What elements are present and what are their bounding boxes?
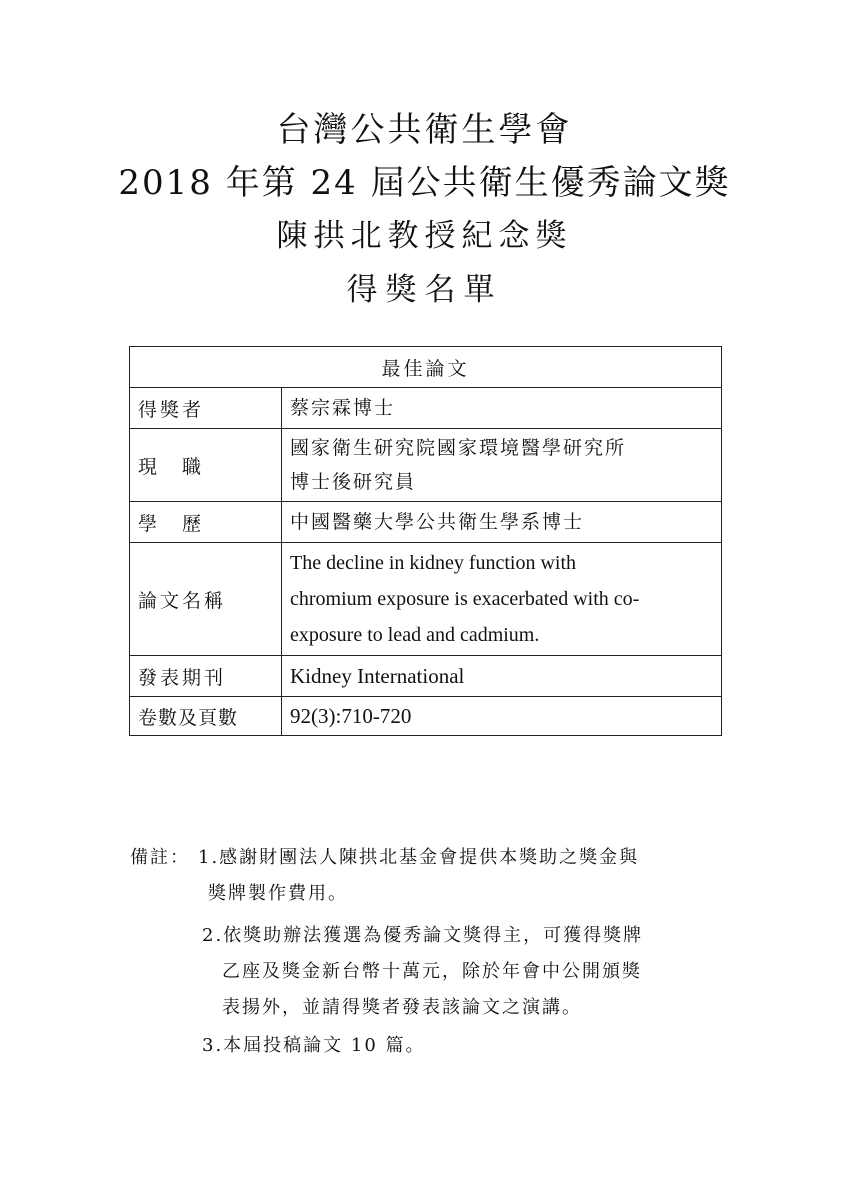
volume-pages-value: 92(3):710-720 [282,697,722,736]
notes-prefix: 備註： [130,847,190,868]
journal-value: Kidney International [282,656,722,697]
note-item-1-cont: 獎牌製作費用。 [208,883,348,904]
winner-label: 得獎者 [130,388,282,429]
position-value [282,429,722,502]
note-item-1: 1.感謝財團法人陳拱北基金會提供本獎助之獎金與 [198,847,640,868]
note-item-2-cont: 乙座及獎金新台幣十萬元，除於年會中公開頒獎 [222,961,642,982]
winners-list-title: 得獎名單 [346,272,503,308]
position-value-line: 博士後研究員 [290,471,417,493]
table-row [130,429,722,502]
position-value-line: 國家衛生研究院國家環境醫學研究所 [290,437,627,459]
paper-title-value [282,543,722,656]
table-row [130,656,722,697]
education-value: 中國醫藥大學公共衛生學系博士 [282,502,722,543]
note-item-2-cont: 表揚外，並請得獎者發表該論文之演講。 [222,997,582,1018]
position-label: 現 職 [130,429,282,502]
award-table [129,346,722,736]
paper-title-line: chromium exposure is exacerbated with co- [290,588,640,610]
table-row [130,697,722,736]
table-row [130,543,722,656]
award-year-title: 2018 年第 24 屆公共衛生優秀論文獎 [118,163,731,203]
note-item-2: 2.依獎助辦法獲選為優秀論文獎得主，可獲得獎牌 [202,925,644,946]
award-category: 最佳論文 [130,347,722,388]
paper-title-line: The decline in kidney function with [290,552,577,574]
winner-value: 蔡宗霖博士 [282,388,722,429]
journal-label: 發表期刊 [130,656,282,697]
table-row [130,502,722,543]
note-item-3: 3.本屆投稿論文 10 篇。 [202,1035,426,1056]
paper-title-label: 論文名稱 [130,543,282,656]
society-title: 台灣公共衛生學會 [276,110,573,150]
paper-title-line: exposure to lead and cadmium. [290,624,540,646]
volume-pages-label: 卷數及頁數 [130,697,282,736]
memorial-award-title: 陳拱北教授紀念獎 [276,218,573,254]
table-row [130,388,722,429]
education-label: 學 歷 [130,502,282,543]
table-header-row [130,347,722,388]
